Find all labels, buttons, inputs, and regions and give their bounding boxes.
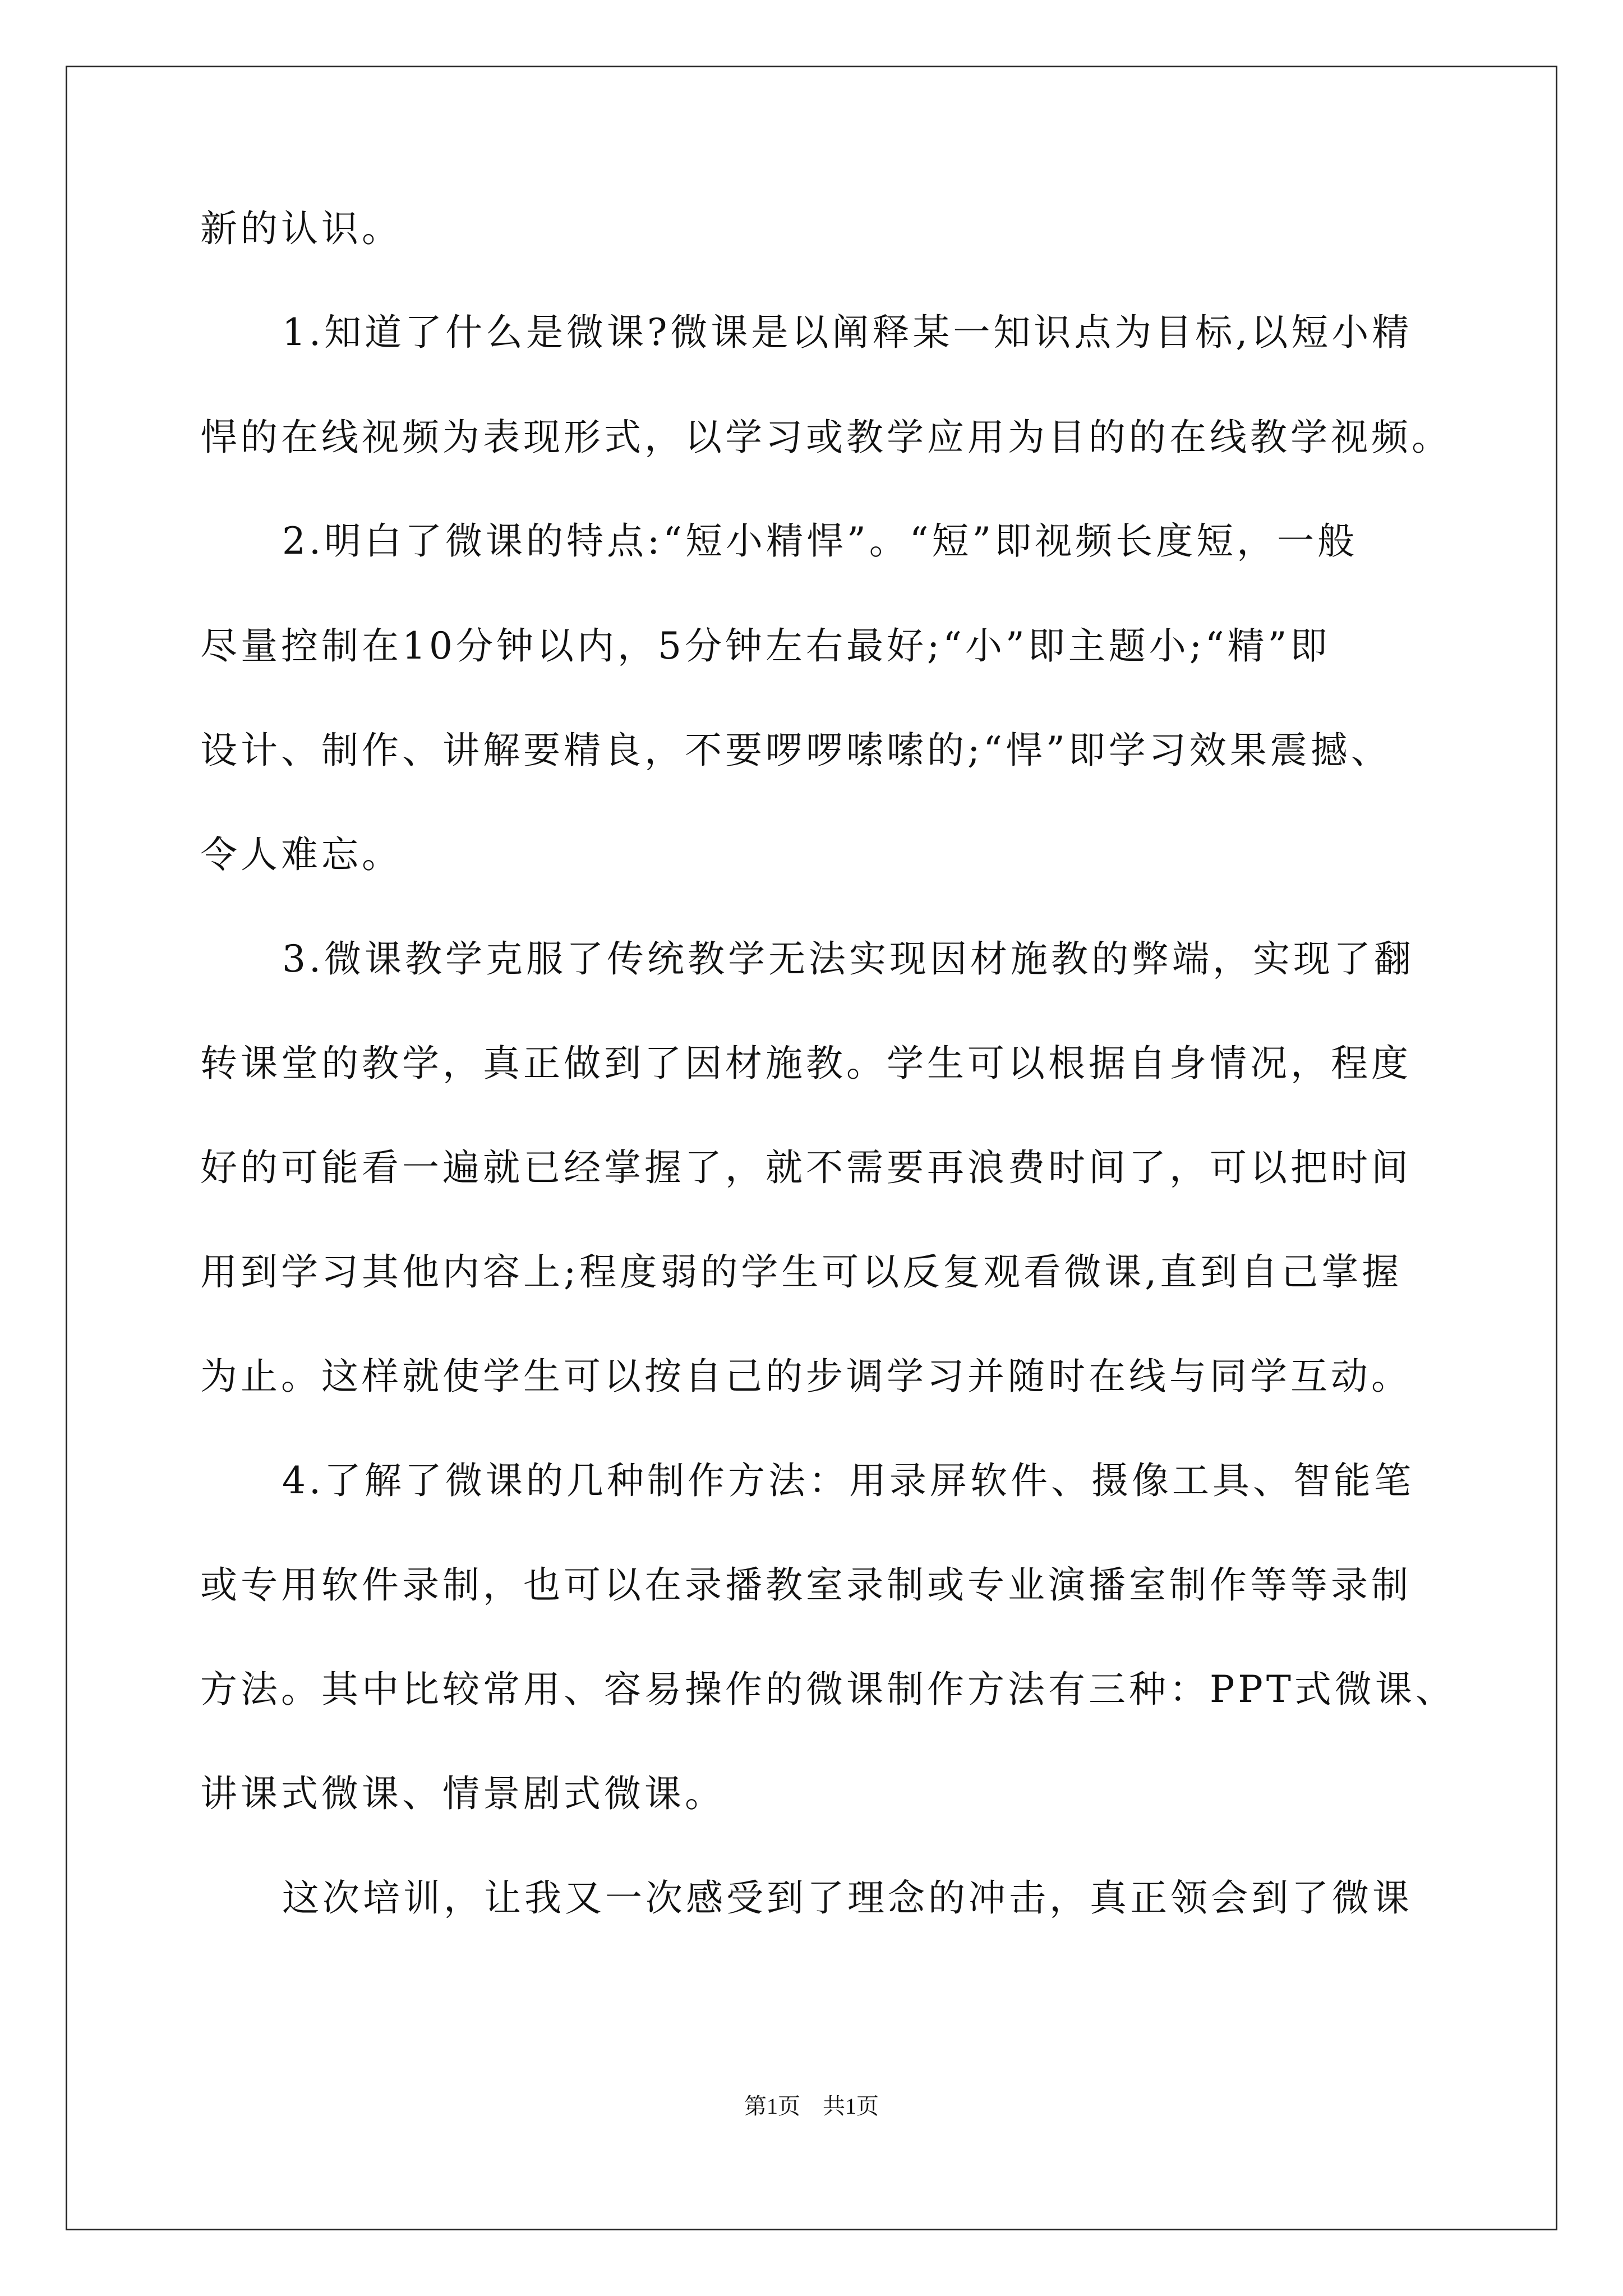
text-line: 2.明白了微课的特点:“短小精悍”。“短”即视频长度短，一般 bbox=[282, 519, 1358, 563]
text-line: 1.知道了什么是微课?微课是以阐释某一知识点为目标,以短小精 bbox=[282, 311, 1413, 354]
text-line: 设计、制作、讲解要精良，不要啰啰嗦嗦的;“悍”即学习效果震撼、 bbox=[200, 729, 1391, 772]
text-line: 讲课式微课、情景剧式微课。 bbox=[200, 1772, 725, 1815]
text-line: 方法。其中比较常用、容易操作的微课制作方法有三种：PPT式微课、 bbox=[200, 1668, 1456, 1711]
text-line: 为止。这样就使学生可以按自己的步调学习并随时在线与同学互动。 bbox=[200, 1355, 1412, 1398]
text-line: 用到学习其他内容上;程度弱的学生可以反复观看微课,直到自己掌握 bbox=[200, 1250, 1403, 1294]
text-line: 悍的在线视频为表现形式，以学习或教学应用为目的的在线教学视频。 bbox=[200, 416, 1452, 459]
text-line: 令人难忘。 bbox=[200, 833, 402, 876]
text-line: 4.了解了微课的几种制作方法：用录屏软件、摄像工具、智能笔 bbox=[282, 1459, 1414, 1502]
text-line: 新的认识。 bbox=[200, 207, 402, 250]
text-line: 这次培训，让我又一次感受到了理念的冲击，真正领会到了微课 bbox=[282, 1876, 1413, 1920]
page-number-footer: 第1页 共1页 bbox=[744, 2093, 879, 2119]
text-line: 3.微课教学克服了传统教学无法实现因材施教的弊端，实现了翻 bbox=[282, 937, 1414, 981]
text-line: 或专用软件录制，也可以在录播教室录制或专业演播室制作等等录制 bbox=[200, 1563, 1412, 1607]
text-line: 好的可能看一遍就已经掌握了，就不需要再浪费时间了，可以把时间 bbox=[200, 1146, 1412, 1189]
text-line: 尽量控制在10分钟以内，5分钟左右最好;“小”即主题小;“精”即 bbox=[200, 624, 1331, 668]
text-line: 转课堂的教学，真正做到了因材施教。学生可以根据自身情况，程度 bbox=[200, 1042, 1412, 1085]
